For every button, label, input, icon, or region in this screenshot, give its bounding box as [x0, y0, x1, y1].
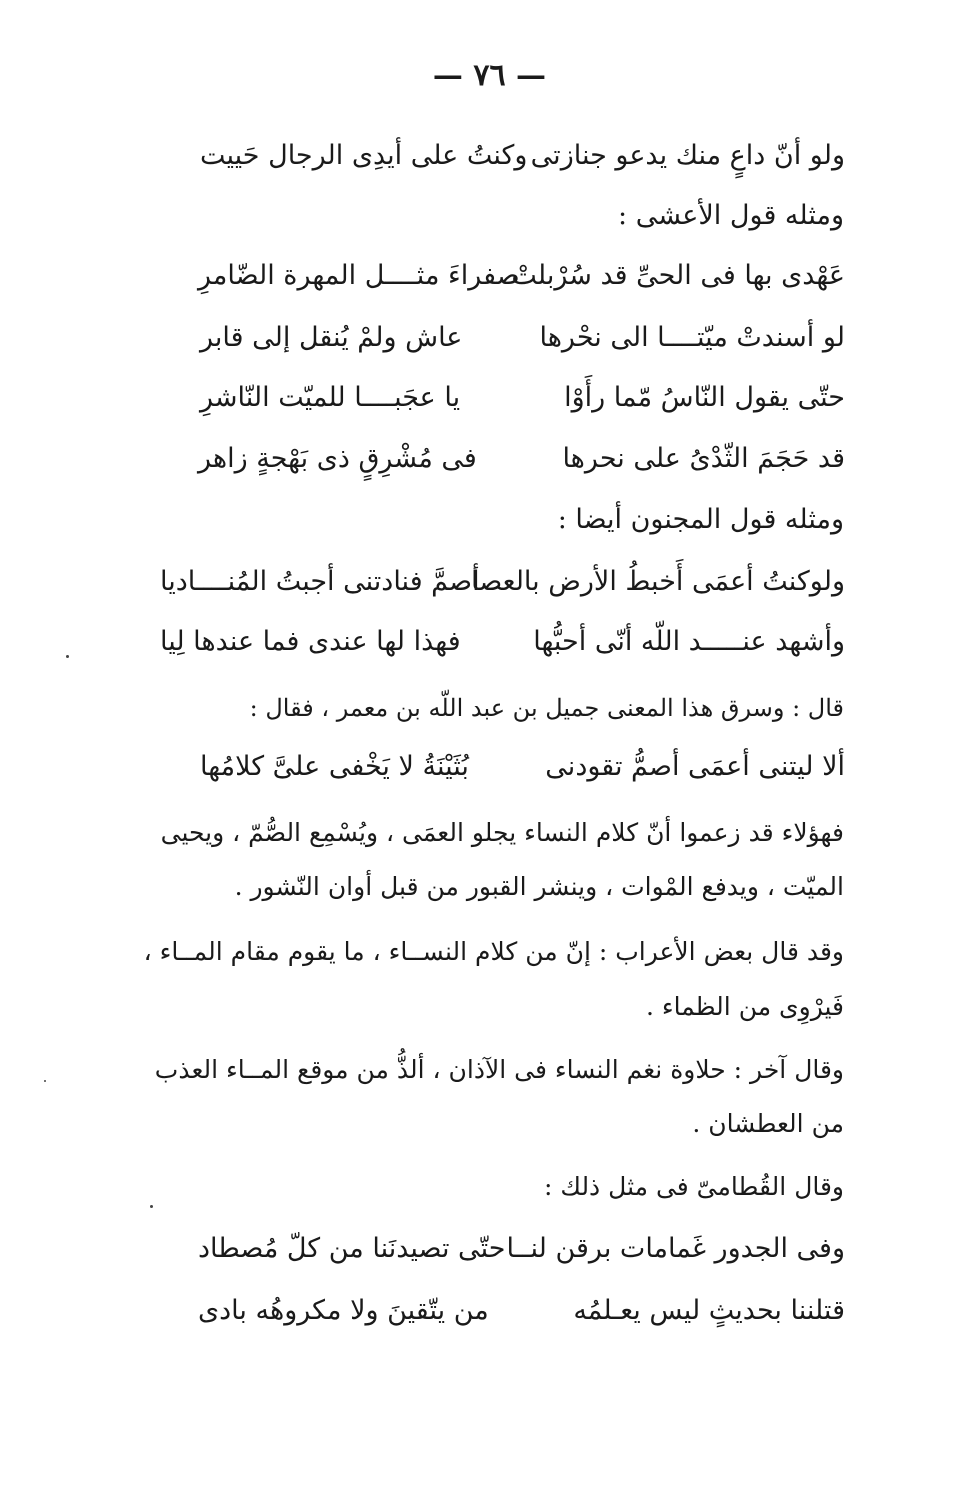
verse-second-hemistich: أصمَّ فنادتنى أجبتُ المُنــــاديا	[160, 566, 480, 597]
verse-first-hemistich: ألا ليتنى أعمَى أصمُّ تقودنى	[545, 751, 845, 782]
page-number: — ٧٦ —	[432, 58, 547, 93]
verse-second-hemistich: يا عجَبــــا للميّت النّاشرِ	[200, 382, 461, 413]
verse-line	[198, 437, 845, 481]
verse-first-hemistich: ولو أنّ داعٍ منك يدعو جنازتى	[530, 140, 845, 171]
scan-speck	[66, 655, 69, 658]
verse-line	[200, 376, 845, 420]
verse-line	[200, 745, 845, 789]
prose-line: ومثله قول المجنون أيضا :	[557, 504, 844, 535]
verse-first-hemistich: قتلننا بحديثٍ ليس يعـلمُه	[573, 1295, 845, 1326]
verse-second-hemistich: من يتّقينَ ولا مكروهُه بادى	[198, 1295, 489, 1326]
verse-first-hemistich: عَهْدى بها فى الحىِّ قد سُرْبلتْ	[511, 260, 845, 291]
verse-second-hemistich: حتّى تصيدنَنا من كلّ مُصطاد	[198, 1233, 506, 1264]
verse-first-hemistich: حتّى يقول النّاسُ مّما رأَوْا	[564, 382, 845, 413]
verse-line	[200, 316, 845, 360]
verse-second-hemistich: عاش ولمْ يُنقل إلى قابر	[200, 322, 463, 353]
verse-line	[160, 620, 845, 664]
verse-first-hemistich: وفى الجدور غَمامات برقن لنــا	[506, 1233, 845, 1264]
verse-line	[198, 1289, 845, 1333]
verse-second-hemistich: وكنتُ على أيدِى الرجال حَييت	[200, 140, 528, 171]
prose-line: من العطشان .	[692, 1109, 844, 1138]
scan-speck	[44, 1080, 46, 1082]
prose-line: وقال آخر : حلاوة نغم النساء فى الآذان ، ألذُّ من موقع المــاء العذب	[154, 1055, 844, 1084]
verse-line	[198, 254, 845, 298]
verse-first-hemistich: قد حَجَمَ الثّدْىُ على نحرها	[562, 443, 845, 474]
prose-line: ومثله قول الأعشى :	[618, 200, 844, 231]
prose-line: فهؤلاء قد زعموا أنّ كلام النساء يجلو العمَى ، ويُسْمِع الصُّمّ ، ويحيى	[160, 818, 844, 847]
prose-line: الميّت ، ويدفع المْوات ، وينشر القبور من قبل أوان النّشور .	[234, 872, 844, 901]
verse-first-hemistich: لو أسندتْ ميّتــــا الى نحْرها	[539, 322, 845, 353]
verse-second-hemistich: صفراءَ مثــــل المهرة الضّامرِ	[198, 260, 520, 291]
verse-line	[200, 134, 845, 178]
prose-line: وقد قال بعض الأعراب : إنّ من كلام النســاء ، ما يقوم مقام المــاء ،	[143, 937, 844, 966]
verse-line	[198, 1227, 845, 1271]
prose-line: فَيرْوِى من الظماء .	[645, 992, 844, 1021]
verse-first-hemistich: ولوكنتُ أعمَى أَخبطُ الأرض بالعصا	[471, 566, 845, 597]
verse-first-hemistich: وأشهد عنـــــد اللّه أنّى أحبُّها	[533, 626, 845, 657]
prose-line: وقال القُطامىّ فى مثل ذلك :	[544, 1172, 844, 1201]
verse-line	[160, 560, 845, 604]
verse-second-hemistich: فى مُشْرِقٍ ذى بَهْجةٍ زاهر	[198, 443, 477, 474]
verse-second-hemistich: بُثَيْنَةُ لا يَخْفى علىَّ كلامُها	[200, 751, 469, 782]
prose-line: قال : وسرق هذا المعنى جميل بن عبد اللّه بن معمر ، فقال :	[249, 694, 844, 722]
scan-speck	[150, 1205, 153, 1208]
verse-second-hemistich: فهذا لها عندى فما عندها لِيا	[160, 626, 461, 657]
